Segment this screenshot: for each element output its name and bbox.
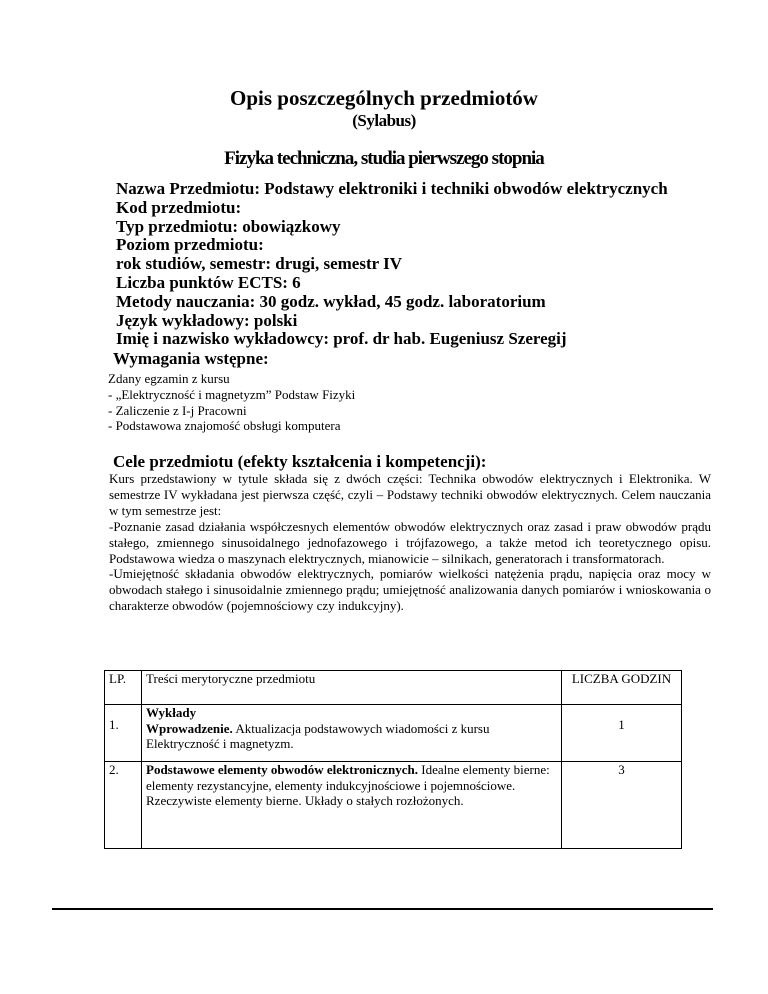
table-row (105, 705, 682, 762)
course-ects: Liczba punktów ECTS: 6 (116, 272, 301, 292)
header-content: Treści merytoryczne przedmiotu (142, 671, 562, 705)
row-content (142, 762, 562, 849)
goals-paragraph: -Poznanie zasad działania współczesnych elementów obwodów elektrycznych oraz zasad i praw obwodów prądu stałego, zmiennego sinusoidalnego jednofazowego i trójfazowego, a także metod ich teoretycznego opisu. Podstawowa wiedza o maszynach elektrycznych, mianowicie – silnikach, generatorach i transformatorach. (109, 518, 711, 566)
row-hours: 3 (562, 762, 682, 849)
page-title: Opis poszczególnych przedmiotów (230, 86, 538, 110)
table-header-row (105, 671, 682, 705)
requirement-item: - Zaliczenie z I-j Pracowni (108, 402, 247, 418)
course-name: Nazwa Przedmiotu: Podstawy elektroniki i techniki obwodów elektrycznych (116, 179, 668, 198)
requirement-item: Zdany egzamin z kursu (108, 371, 230, 386)
course-language: Język wykładowy: polski (116, 310, 298, 330)
requirements-heading: Wymagania wstępne: (113, 349, 269, 368)
row-text: Aktualizacja podstawowych wiadomości z kursu Elektryczność i magnetyzm. (146, 720, 490, 751)
page-bottom-rule (52, 908, 713, 910)
course-info (116, 180, 668, 349)
course-type: Typ przedmiotu: obowiązkowy (116, 216, 341, 236)
table-row (105, 762, 682, 849)
row-title: Podstawowe elementy obwodów elektronicznych. (146, 762, 419, 777)
goals-paragraph: -Umiejętność składania obwodów elektrycznych, pomiarów wielkości natężenia prądu, napięcia oraz mocy w obwodach stałego i sinusoidalnie zmiennego prądu; umiejętność analizowania danych pomiarów i wnioskowania o charakterze obwodów (pojemnościowy czy indukcyjny). (109, 566, 711, 614)
requirement-item: - Podstawowa znajomość obsługi komputera (108, 418, 341, 434)
content-table (104, 670, 682, 849)
row-content (142, 705, 562, 762)
goals-heading: Cele przedmiotu (efekty kształcenia i kompetencji): (113, 452, 487, 471)
page-subtitle: (Sylabus) (352, 111, 416, 130)
course-level: Poziom przedmiotu: (116, 235, 264, 255)
row-lp: 2. (105, 762, 142, 849)
row-text: Idealne elementy bierne: elementy rezystancyjne, elementy indukcyjnościowe i pojemnościowe. Rzeczywiste elementy bierne. Układy o stałych rozłożonych. (146, 762, 550, 808)
header-lp: LP. (105, 671, 142, 705)
course-year-semester: rok studiów, semestr: drugi, semestr IV (116, 254, 402, 274)
section-label: Wykłady (146, 705, 197, 720)
course-lecturer: Imię i nazwisko wykładowcy: prof. dr hab. Eugeniusz Szeregij (116, 329, 567, 349)
row-hours: 1 (562, 705, 682, 762)
row-title: Wprowadzenie. (146, 720, 233, 736)
requirement-item: - „Elektryczność i magnetyzm” Podstaw Fizyki (108, 386, 356, 402)
program-title: Fizyka techniczna, studia pierwszego stopnia (224, 148, 544, 169)
course-code: Kod przedmiotu: (116, 197, 242, 217)
row-lp: 1. (105, 705, 142, 762)
header-hours: LICZBA GODZIN (562, 671, 682, 705)
course-methods: Metody nauczania: 30 godz. wykład, 45 godz. laboratorium (116, 291, 546, 311)
goals-text (109, 471, 711, 614)
goals-paragraph: Kurs przedstawiony w tytule składa się z dwóch części: Technika obwodów elektrycznych i Elektronika. W semestrze IV wykładana jest pierwsza część, czyli – Podstawy techniki obwodów elektrycznych. Celem nauczania w tym semestrze jest: (109, 471, 711, 518)
requirements-list (108, 371, 355, 434)
